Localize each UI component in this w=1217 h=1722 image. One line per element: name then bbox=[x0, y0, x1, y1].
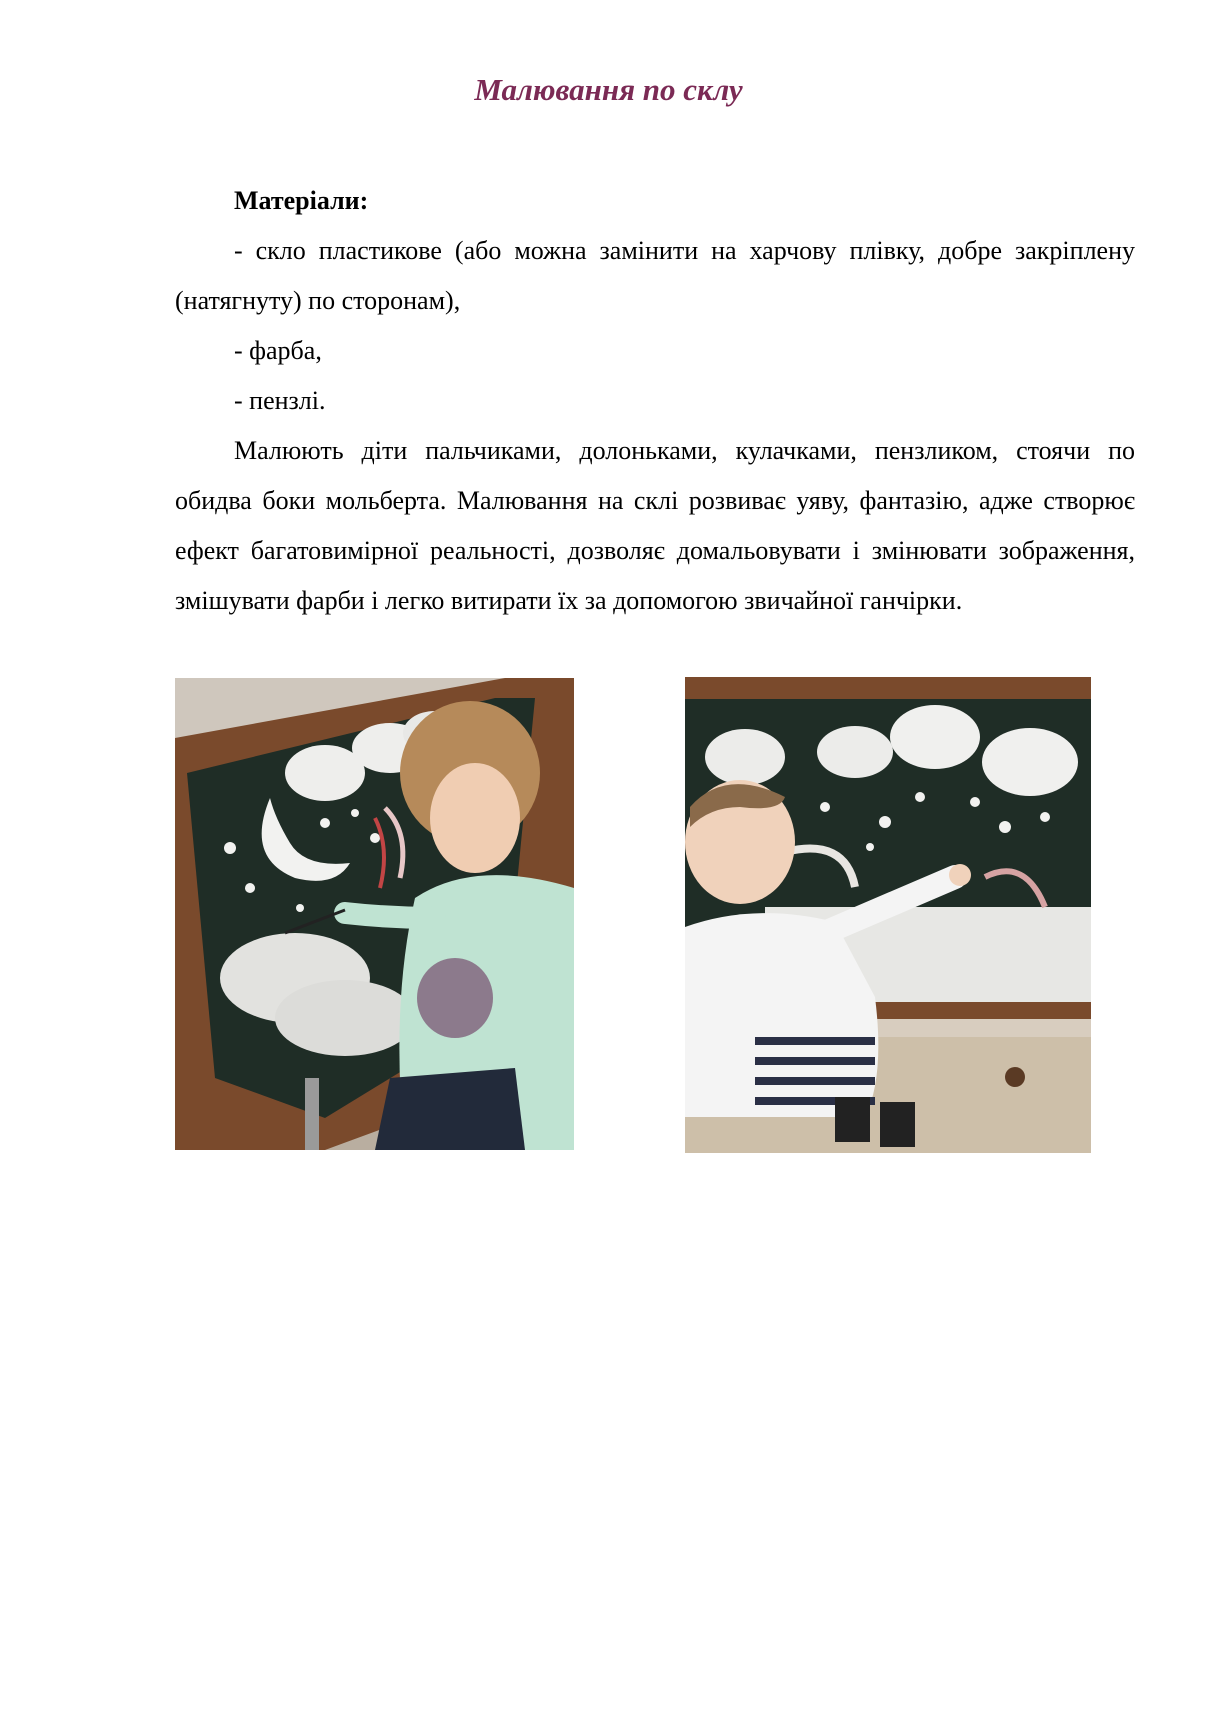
document-body bbox=[175, 176, 1135, 626]
body-paragraph: Малюють діти пальчиками, долоньками, кулачками, пензликом, стоячи по обидва боки мольберта. Малювання на склі розвиває уяву, фантазію, адже створює ефект багатовимірної реальності, дозволяє домальовувати і змінювати зображення, змішувати фарби і легко витирати їх за допомогою звичайної ганчірки. bbox=[175, 436, 1135, 615]
material-item: - пензлі. bbox=[234, 386, 326, 415]
photo-girl-painting-on-glass bbox=[175, 678, 574, 1150]
material-item: - фарба, bbox=[234, 336, 322, 365]
photo-boy-painting-on-glass bbox=[685, 677, 1091, 1153]
photo-boy-image bbox=[685, 677, 1091, 1153]
materials-heading: Матеріали: bbox=[234, 186, 369, 215]
page-title: Малювання по склу bbox=[474, 72, 743, 107]
photo-girl-image bbox=[175, 678, 574, 1150]
material-item: - скло пластикове (або можна замінити на харчову плівку, добре закріплену (натягнуту) по сторонам), bbox=[175, 236, 1135, 315]
